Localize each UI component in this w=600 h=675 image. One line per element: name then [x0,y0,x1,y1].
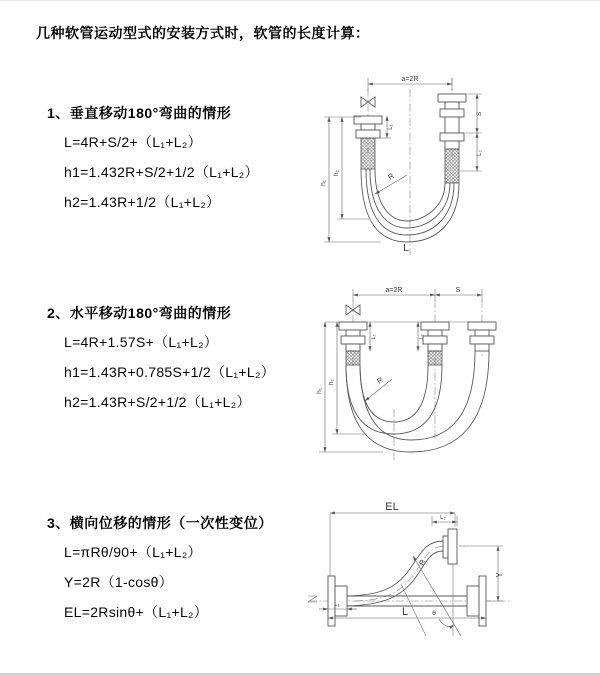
diagram-3-drawing [295,499,595,654]
dim-label-s: S [455,287,461,294]
right-lower-flange [467,576,486,626]
formula-line: h2=1.43R+S/2+1/2（L₁+L₂） [64,394,251,410]
dim-label-l2: L₂ [419,334,425,340]
dim-label-h2: h₂ [333,169,340,177]
length-label-l: L [401,606,409,618]
diagram-horizontal-180-bend [295,283,595,469]
dim-label-l1: L₁ [371,334,377,340]
dim-label-el: EL [385,501,399,513]
left-fitting [339,322,367,365]
formula-line: L=4R+S/2+（L₁+L₂） [64,134,202,150]
formula-line: h2=1.43R+1/2（L₁+L₂） [64,194,221,210]
diagram-1-drawing [295,61,575,261]
section-3 [36,513,273,627]
section-2 [36,303,275,417]
angle-label-theta: θ [432,610,436,617]
upper-right-flange [443,529,457,564]
dim-label-l1: L₁ [334,602,340,608]
left-fitting [354,116,382,169]
length-label-l: L [403,242,409,254]
hose-bend-curves [346,351,489,452]
section-3-heading: 3、横向位移的情形（一次性变位） [47,515,273,531]
radius-label-r: R [375,375,385,386]
section-2-formulas [36,327,275,417]
middle-fitting [421,322,449,365]
radius-label-r: R [386,171,396,182]
braided-hose-section [445,149,459,183]
formula-line: h1=1.43R+0.785S+1/2（L₁+L₂） [64,364,275,380]
formula-line: L=πRθ/90+（L₁+L₂） [64,544,202,560]
section-1 [36,103,259,217]
dim-label-h1: h₁ [320,180,327,186]
right-fitting [468,322,496,351]
dim-label-l1: L₁ [388,124,394,130]
braided-hose-section [428,351,442,365]
formula-line: Y=2R（1-cosθ） [64,574,174,590]
dim-label-h1: h₁ [316,388,323,394]
radius-label-r: R [416,557,428,567]
dim-label-a2r: a=2R [401,76,419,83]
formula-line: EL=2Rsinθ+（L₁+L₂） [64,604,209,620]
diagram-lateral-displacement [295,499,595,654]
section-1-formulas [36,127,259,217]
dim-label-y: Y [495,572,504,578]
dim-label-s: S [476,111,483,117]
dim-label-a2r: a=2R [385,287,403,294]
right-fitting [438,94,466,183]
diagram-vertical-180-bend [295,61,575,261]
page-title: 几种软管运动型式的安装方式时，软管的长度计算： [36,25,370,41]
braided-hose-section [361,138,375,169]
left-flange [328,576,347,626]
section-1-heading: 1、垂直移动180°弯曲的情形 [47,105,232,121]
section-2-heading: 2、水平移动180°弯曲的情形 [47,305,232,321]
dim-label-l2: L₂ [440,515,446,521]
diagram-2-drawing [295,283,595,469]
formula-line: h1=1.432R+S/2+1/2（L₁+L₂） [64,164,259,180]
dim-label-l2: L₂ [477,150,483,156]
formula-line: L=4R+1.57S+（L₁+L₂） [64,334,219,350]
dim-label-h2: h₂ [328,378,335,386]
braided-hose-section [346,351,360,365]
section-3-formulas [36,537,273,627]
